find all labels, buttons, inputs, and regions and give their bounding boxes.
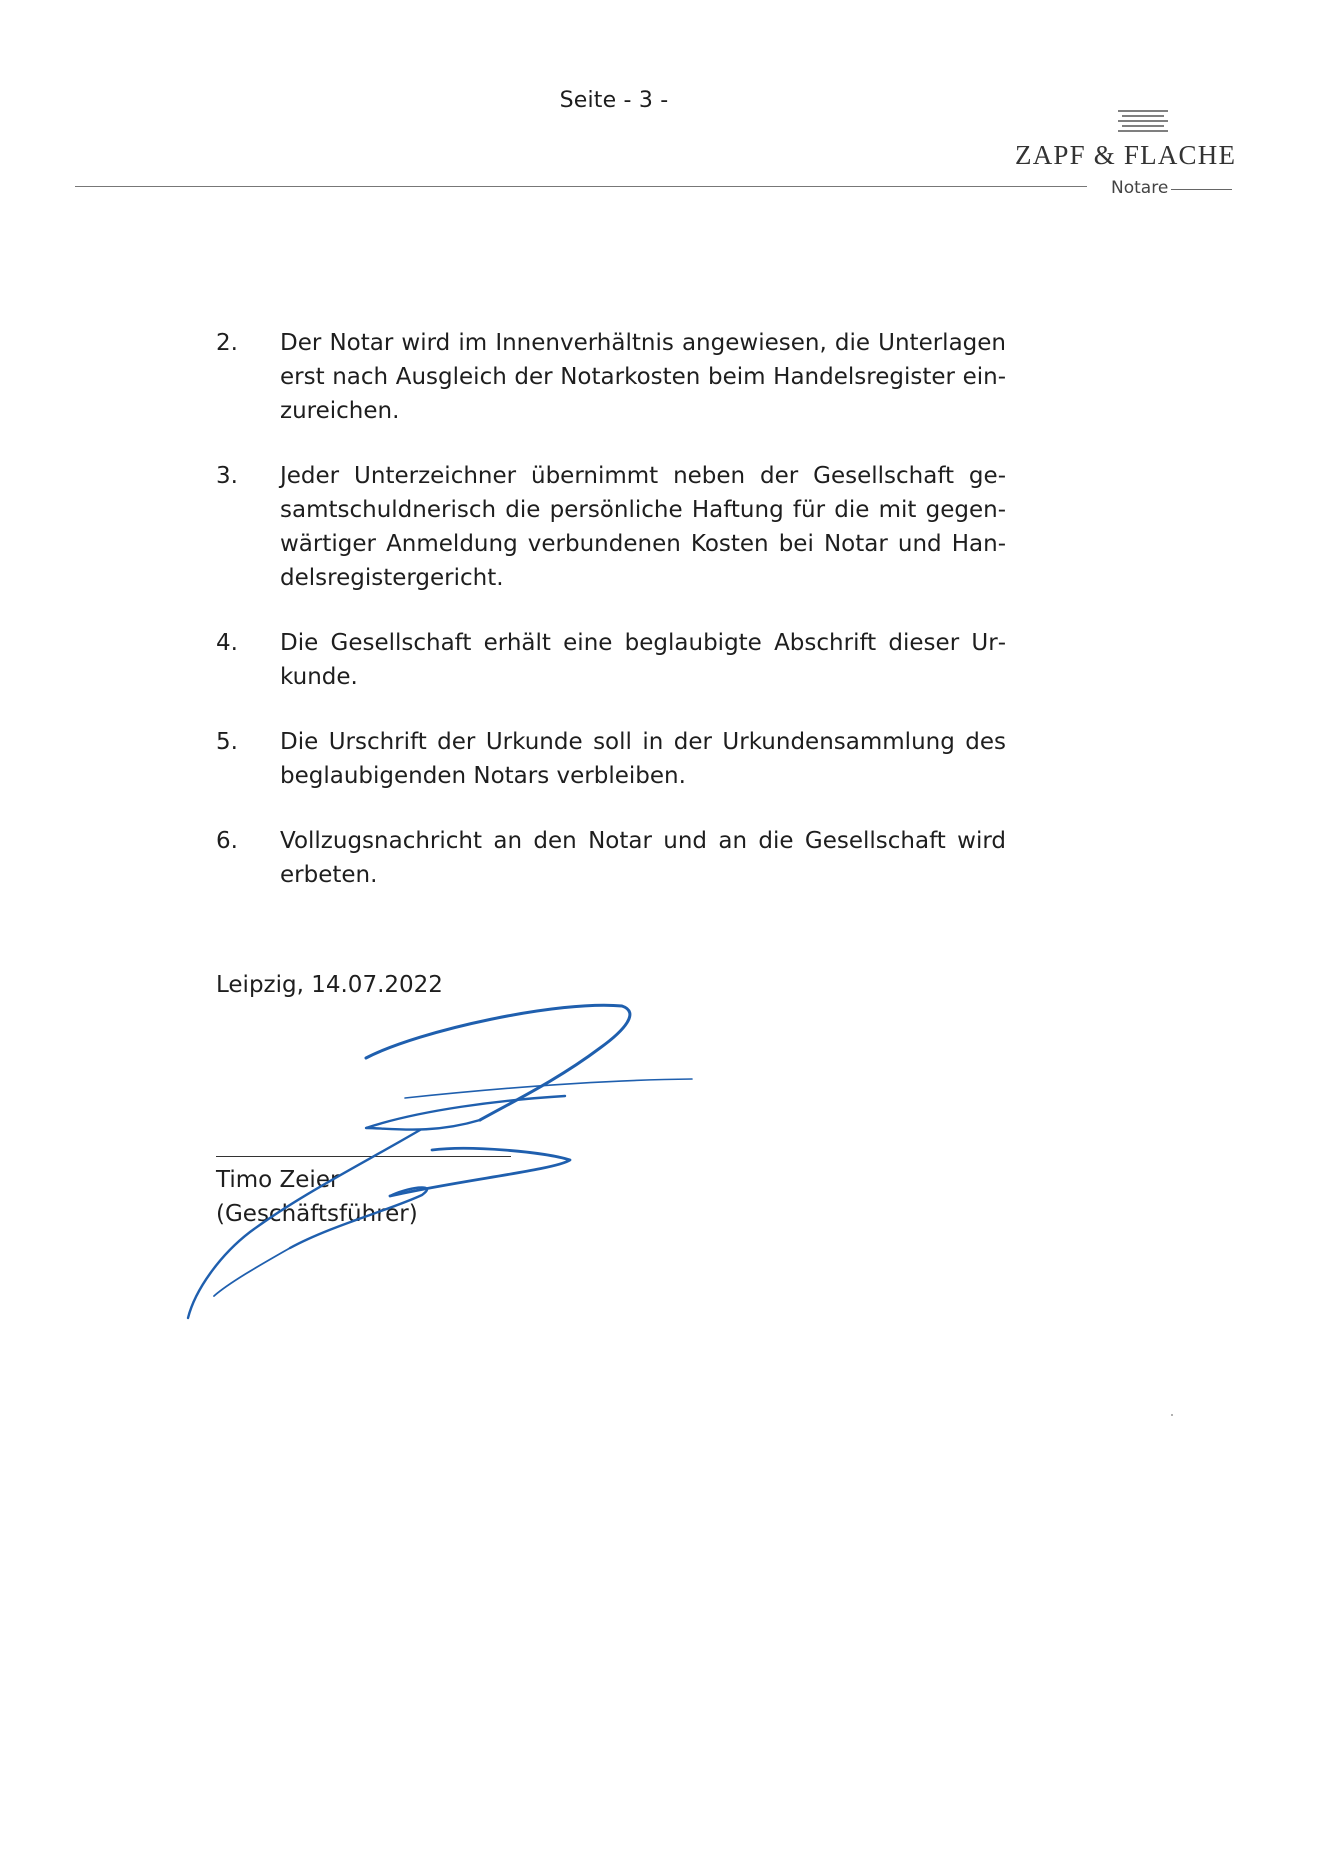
signature-stroke (366, 1005, 630, 1120)
item-number: 6. (216, 828, 238, 854)
lines-logo-icon (1118, 108, 1168, 132)
item-number: 3. (216, 463, 238, 489)
item-text: Die Gesellschaft erhält eine beglaubigte Abschrift dieser Urkunde. (280, 630, 1006, 690)
item-text: Vollzugsnachricht an den Notar und an die Gesellschaft wird erbeten. (280, 828, 1006, 888)
signature-stroke (214, 1248, 290, 1296)
list-item (216, 626, 1006, 694)
list-item (216, 725, 1006, 793)
page-number: Seite - 3 - (559, 88, 669, 113)
brand-subtitle: Notare (1111, 178, 1169, 198)
signature-stroke (405, 1079, 692, 1098)
signature-line (216, 1156, 511, 1157)
item-number: 4. (216, 630, 238, 656)
item-text: Der Notar wird im Innenverhältnis angewiesen, die Unterlagen erst nach Ausgleich der Notarkosten beim Handelsregister einzureichen. (280, 330, 1006, 424)
header-divider (75, 186, 1087, 187)
item-number: 2. (216, 330, 238, 356)
list-item (216, 326, 1006, 428)
subtitle-rule (1171, 189, 1232, 190)
list-item (216, 459, 1006, 595)
scan-speck (1171, 1414, 1173, 1416)
item-number: 5. (216, 729, 238, 755)
signature-stroke (366, 1096, 565, 1130)
brand-name: ZAPF & FLACHE (1015, 140, 1237, 170)
signer-role: (Geschäftsführer) (216, 1201, 418, 1227)
list-item (216, 824, 1006, 892)
item-text: Jeder Unterzeichner übernimmt neben der Gesellschaft gesamtschuldnerisch die persönliche Haftung für die mit gegenwärtiger Anmeldung verbundenen Kosten bei Notar und Handelsregistergericht. (280, 463, 1006, 591)
numbered-list (216, 326, 1006, 923)
item-text: Die Urschrift der Urkunde soll in der Urkundensammlung des beglaubigenden Notars verbleiben. (280, 729, 1006, 789)
place-date: Leipzig, 14.07.2022 (216, 972, 443, 998)
signer-name: Timo Zeier (216, 1167, 340, 1193)
